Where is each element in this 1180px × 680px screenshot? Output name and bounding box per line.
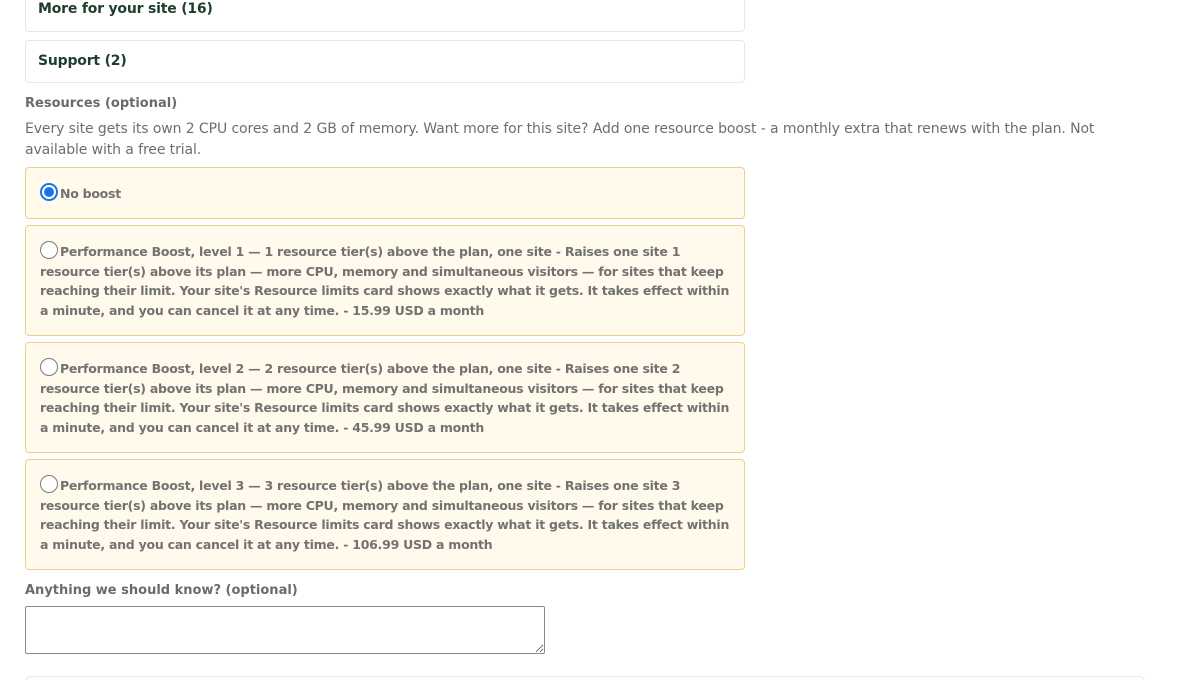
support-section[interactable] bbox=[25, 40, 745, 83]
radio-boost-level-1[interactable] bbox=[40, 241, 58, 259]
support-title[interactable]: Support (2) bbox=[38, 53, 127, 69]
more-for-your-site-title[interactable]: More for your site (16) bbox=[38, 1, 213, 17]
option-boost-level-1[interactable] bbox=[25, 225, 745, 336]
radio-boost-level-3[interactable] bbox=[40, 475, 58, 493]
radio-boost-level-2[interactable] bbox=[40, 358, 58, 376]
option-no-boost-label: No boost bbox=[60, 186, 121, 201]
resources-label: Resources (optional) bbox=[25, 96, 178, 111]
more-for-your-site-section[interactable] bbox=[25, 0, 745, 32]
resources-help-text: Every site gets its own 2 CPU cores and 2 GB of memory. Want more for this site? Add one resource boost - a monthly extra that renews with the plan. Not available with a free trial. bbox=[25, 121, 1095, 158]
radio-no-boost[interactable] bbox=[40, 183, 58, 201]
next-section-box bbox=[25, 676, 1145, 680]
option-boost-level-3[interactable] bbox=[25, 459, 745, 570]
option-no-boost[interactable] bbox=[25, 167, 745, 219]
option-boost-level-2-label: Performance Boost, level 2 — 2 resource tier(s) above the plan, one site - Raises one site 2 resource tier(s) above its plan — more CPU, memory and simultaneous visitors — for sites that keep reaching their limit. Your site's Resource limits card shows exactly what it gets. It takes effect within a minute, and you can cancel it at any time. - 45.99 USD a month bbox=[40, 361, 730, 435]
notes-textarea[interactable] bbox=[25, 606, 545, 654]
option-boost-level-2[interactable] bbox=[25, 342, 745, 453]
option-boost-level-3-label: Performance Boost, level 3 — 3 resource tier(s) above the plan, one site - Raises one site 3 resource tier(s) above its plan — more CPU, memory and simultaneous visitors — for sites that keep reaching their limit. Your site's Resource limits card shows exactly what it gets. It takes effect within a minute, and you can cancel it at any time. - 106.99 USD a month bbox=[40, 478, 730, 552]
option-boost-level-1-label: Performance Boost, level 1 — 1 resource tier(s) above the plan, one site - Raises one site 1 resource tier(s) above its plan — more CPU, memory and simultaneous visitors — for sites that keep reaching their limit. Your site's Resource limits card shows exactly what it gets. It takes effect within a minute, and you can cancel it at any time. - 15.99 USD a month bbox=[40, 244, 730, 318]
notes-label: Anything we should know? (optional) bbox=[25, 583, 298, 598]
